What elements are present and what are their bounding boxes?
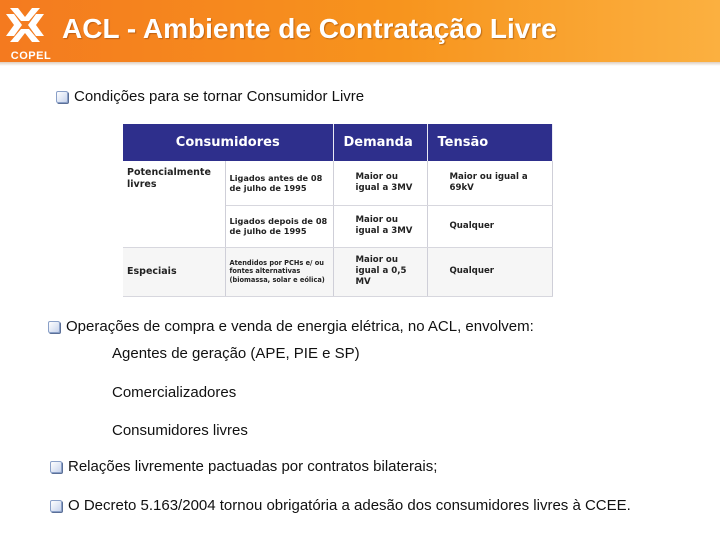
cell-tensao: Qualquer [427,247,552,296]
cell-condition: Ligados depois de 08 de julho de 1995 [225,205,333,247]
cell-tensao: Qualquer [427,205,552,247]
cell-condition: Ligados antes de 08 de julho de 1995 [225,161,333,205]
logo-text: COPEL [10,50,52,62]
bullet-text: Condições para se tornar Consumidor Livre [74,88,365,105]
bullet-condicoes [56,88,364,105]
bullet-text: Operações de compra e venda de energia elétrica, no ACL, envolvem: [66,318,534,335]
checkbox-bullet-icon [48,321,60,333]
table-header-row [123,124,552,161]
cell-demanda: Maior ou igual a 3MV [333,161,427,205]
copel-logo [4,6,52,62]
cell-tensao: Maior ou igual a 69kV [427,161,552,205]
title-banner [0,0,720,62]
list-item: Agentes de geração (APE, PIE e SP) [112,345,360,362]
conditions-table [123,124,552,296]
cell-demanda: Maior ou igual a 0,5 MV [333,247,427,296]
list-item: Comercializadores [112,384,237,401]
bullet-text: O Decreto 5.163/2004 tornou obrigatória a adesão dos consumidores livres à CCEE. [68,497,631,514]
checkbox-bullet-icon [50,461,62,473]
cell-condition: Atendidos por PCHs e/ ou fontes alternativas (biomassa, solar e eólica) [225,247,333,296]
table-row [123,161,552,205]
header-shadow [0,62,720,66]
copel-logo-icon [4,6,46,44]
bullet-relacoes [50,458,437,475]
column-header-tensao: Tensão [427,124,552,161]
cell-category: Potencialmente livres [123,161,225,247]
bullet-text: Relações livremente pactuadas por contratos bilaterais; [68,458,438,475]
cell-demanda: Maior ou igual a 3MV [333,205,427,247]
checkbox-bullet-icon [56,91,68,103]
column-header-demanda: Demanda [333,124,427,161]
column-header-consumidores: Consumidores [123,124,333,161]
table-row [123,247,552,296]
bullet-decreto [50,497,631,514]
cell-category: Especiais [123,247,225,296]
list-item: Consumidores livres [112,422,248,439]
bullet-operacoes [48,318,534,335]
checkbox-bullet-icon [50,500,62,512]
page-title: ACL - Ambiente de Contratação Livre [62,13,557,44]
